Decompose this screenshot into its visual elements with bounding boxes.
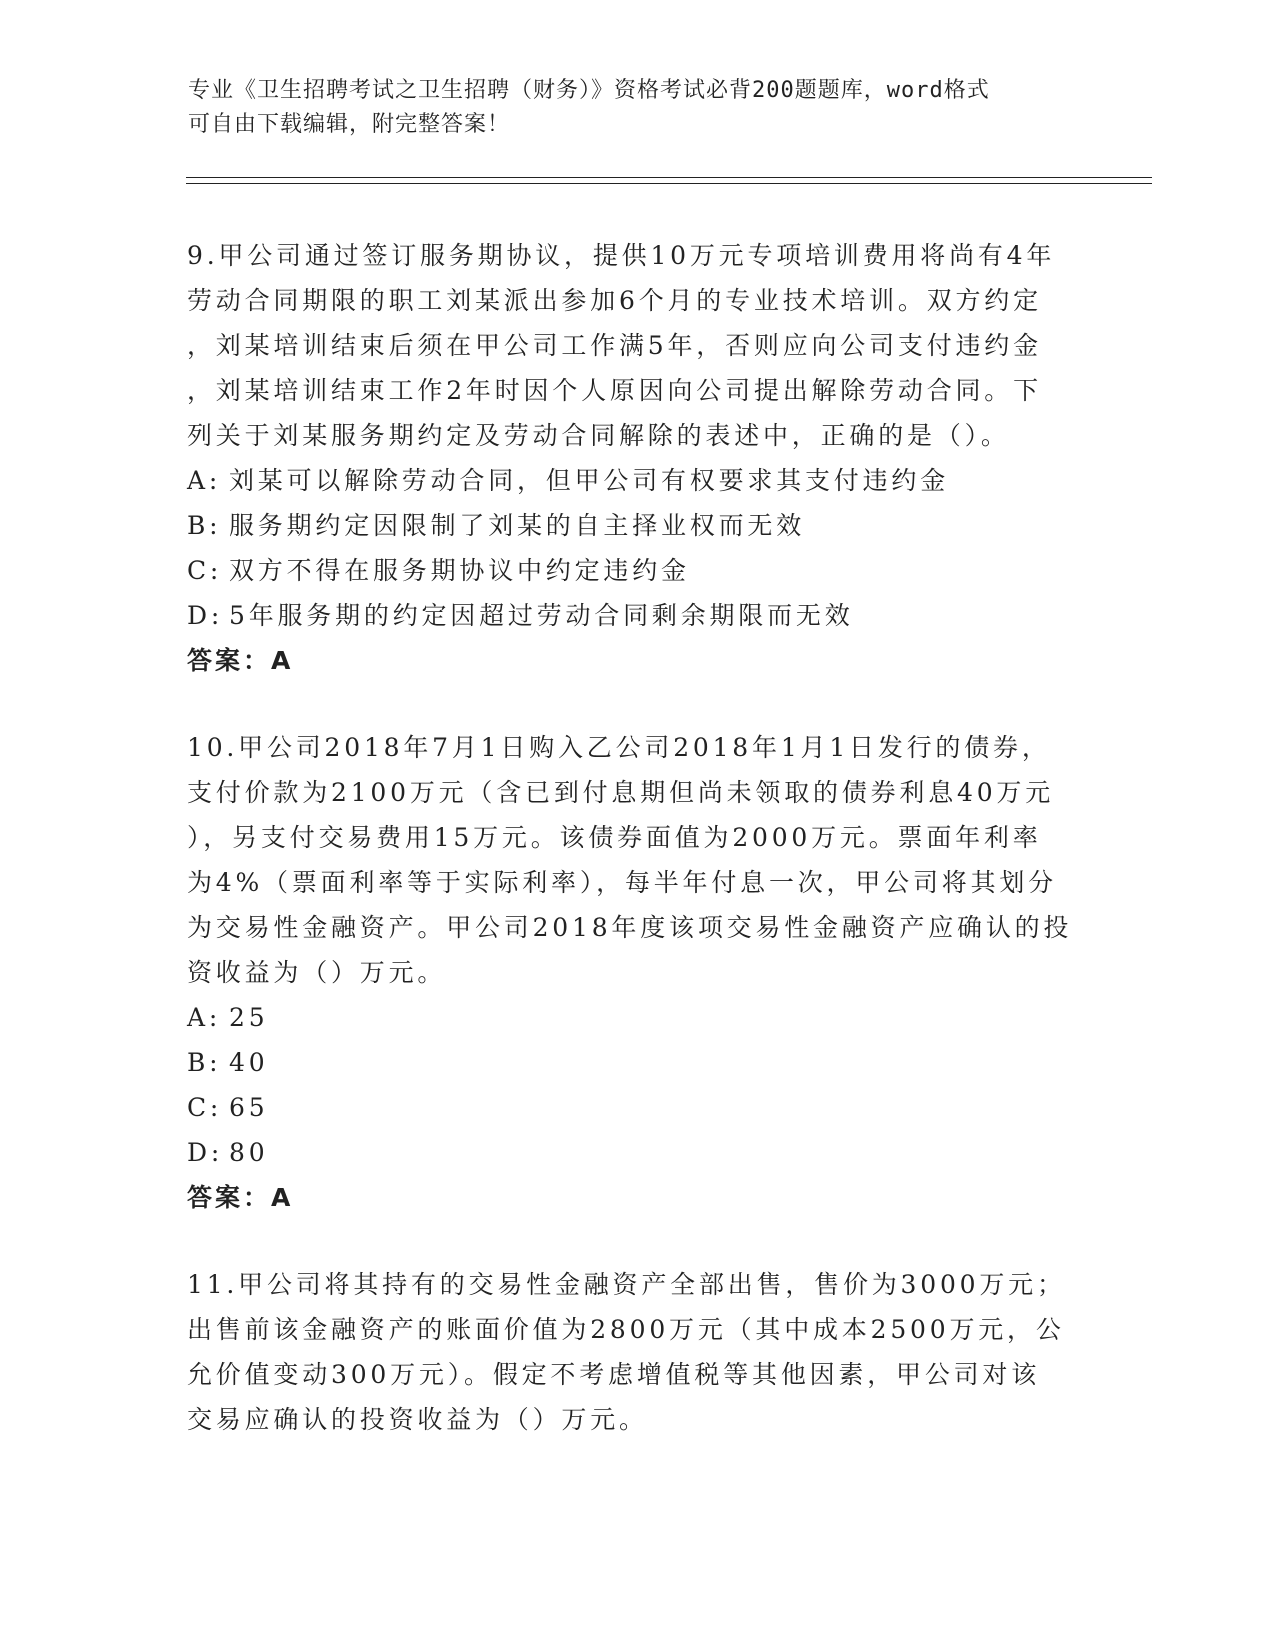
option-d [187,593,1087,638]
stem-line: ），另支付交易费用15万元。该债券面值为2000万元。票面年利率 [187,823,1042,852]
option-letter: C: [187,556,223,585]
stem-line: 9.甲公司通过签订服务期协议，提供10万元专项培训费用将尚有4年 [187,241,1056,270]
question-stem [187,1262,1087,1442]
option-text: 刘某可以解除劳动合同，但甲公司有权要求其支付违约金 [229,466,950,495]
stem-line: 资收益为（）万元。 [187,958,447,987]
question-list [187,233,1087,1484]
question-stem [187,725,1087,995]
stem-line: 为4%（票面利率等于实际利率），每半年付息一次，甲公司将其划分 [187,868,1057,897]
option-text: 双方不得在服务期协议中约定违约金 [229,556,690,585]
option-text: 25 [229,1003,269,1032]
stem-line: ，刘某培训结束工作2年时因个人原因向公司提出解除劳动合同。下 [187,376,1042,405]
option-c [187,1085,1087,1130]
question-11 [187,1262,1087,1442]
option-letter: B: [187,1048,222,1077]
header-divider-top [186,177,1152,178]
option-letter: D: [187,601,224,630]
question-10 [187,725,1087,1220]
document-header [188,74,1068,142]
option-b [187,503,1087,548]
option-letter: A: [187,1003,222,1032]
stem-line: ，刘某培训结束后须在甲公司工作满5年，否则应向公司支付违约金 [187,331,1042,360]
stem-line: 出售前该金融资产的账面价值为2800万元（其中成本2500万元，公 [187,1315,1065,1344]
header-divider-bottom [186,183,1152,184]
stem-line: 劳动合同期限的职工刘某派出参加6个月的专业技术培训。双方约定 [187,286,1042,315]
option-letter: A: [187,466,222,495]
stem-line: 为交易性金融资产。甲公司2018年度该项交易性金融资产应确认的投 [187,913,1073,942]
stem-line: 11.甲公司将其持有的交易性金融资产全部出售，售价为3000万元； [187,1270,1066,1299]
question-9 [187,233,1087,683]
option-text: 80 [229,1138,269,1167]
option-text: 65 [229,1093,269,1122]
question-stem [187,233,1087,458]
header-title-line-1: 专业《卫生招聘考试之卫生招聘（财务）》资格考试必背200题题库，word格式 [188,78,990,103]
stem-line: 交易应确认的投资收益为（）万元。 [187,1405,648,1434]
option-a [187,458,1087,503]
option-text: 5年服务期的约定因超过劳动合同剩余期限而无效 [229,601,854,630]
option-letter: B: [187,511,222,540]
option-text: 服务期约定因限制了刘某的自主择业权而无效 [229,511,806,540]
option-a [187,995,1087,1040]
option-letter: D: [187,1138,224,1167]
option-c [187,548,1087,593]
answer-line: 答案：A [187,646,294,675]
stem-line: 10.甲公司2018年7月1日购入乙公司2018年1月1日发行的债券， [187,733,1051,762]
option-d [187,1130,1087,1175]
stem-line: 允价值变动300万元）。假定不考虑增值税等其他因素，甲公司对该 [187,1360,1041,1389]
stem-line: 支付价款为2100万元（含已到付息期但尚未领取的债券利息40万元 [187,778,1055,807]
option-text: 40 [229,1048,269,1077]
header-title-line-2: 可自由下载编辑，附完整答案！ [188,112,511,137]
option-letter: C: [187,1093,223,1122]
stem-line: 列关于刘某服务期约定及劳动合同解除的表述中，正确的是（）。 [187,421,1010,450]
option-b [187,1040,1087,1085]
answer-line: 答案：A [187,1183,294,1212]
